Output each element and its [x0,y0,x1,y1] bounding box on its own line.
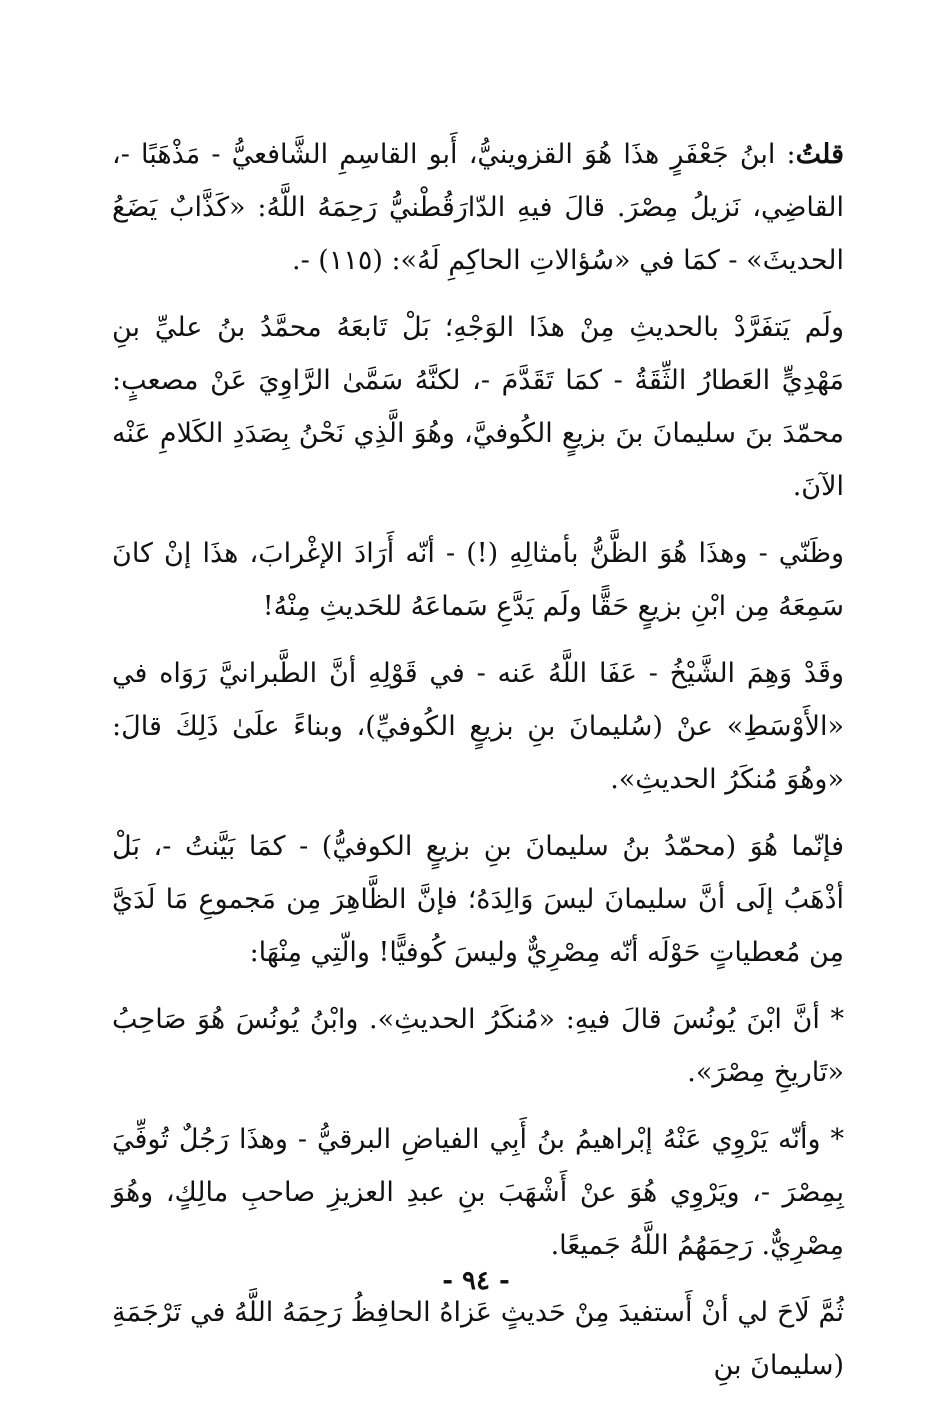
paragraph-1 [112,128,844,287]
paragraph-text: ولَم يَتفَرَّدْ بالحديثِ مِنْ هذَا الوَجْهِ؛ بَلْ تَابعَهُ محمَّدُ بنُ عليِّ بنِ مَهْدِيٍّ العَطارُ الثِّقَةُ - كمَا تَقَدَّمَ -، لكنَّهُ سَمَّىٰ الرَّاوِيَ عَنْ مصعبٍ: محمّدَ بنَ سليمانَ بنَ بزيعٍ الكُوفيَّ، وهُوَ الَّذِي نَحْنُ بِصَدَدِ الكَلامِ عَنْه الآنَ. [112,312,844,502]
body-text [112,128,844,1406]
paragraph-text: * وأنّه يَرْوِي عَنْهُ إبْراهيمُ بنُ أَبِي الفياضِ البرقيُّ - وهذَا رَجُلٌ تُوفِّيَ بِمِصْرَ -، ويَرْوِي هُوَ عنْ أَشْهَبَ بنِ عبدِ العزيزِ صاحبِ مالِكٍ، وهُوَ مِصْرِيٌّ. رَحِمَهُمُ اللَّهُ جَميعًا. [112,1124,844,1261]
paragraph-5 [112,820,844,979]
paragraph-text: فإنّما هُوَ (محمّدُ بنُ سليمانَ بنِ بزيعٍ الكوفيُّ) - كمَا بَيَّنتُ -، بَلْ أذْهَبُ إلَى أنَّ سليمانَ ليسَ وَالِدَهُ؛ فإنَّ الظَّاهِرَ مِن مَجموعِ مَا لَدَيَّ مِن مُعطياتٍ حَوْلَه أنّه مِصْرِيٌّ وليسَ كُوفيًّا! والّتِي مِنْهَا: [112,831,844,968]
paragraph-text: وظَنّي - وهذَا هُوَ الظَّنُّ بأمثالِهِ (!) - أنّه أَرَادَ الإغْرابَ، هذَا إنْ كانَ سَمِعَهُ مِن ابْنِ بزيعٍ حَقًّا ولَم يَدَّعِ سَماعَهُ للحَديثِ مِنْهُ! [112,538,844,622]
paragraph-text: وقَدْ وَهِمَ الشَّيْخُ - عَفَا اللَّهُ عَنه - في قَوْلِهِ أنَّ الطَّبرانيَّ رَوَاه في «الأَوْسَطِ» عنْ (سُليمانَ بنِ بزيعٍ الكُوفيِّ)، وبناءً علَىٰ ذَلِكَ قالَ: «وهُوَ مُنكَرُ الحديثِ». [112,658,844,795]
paragraph-text: : ابنُ جَعْفَرٍ هذَا هُوَ القزوينيُّ، أَبو القاسِمِ الشَّافعيُّ - مَذْهَبًا -، القاضِي، نَزيلُ مِصْرَ. قالَ فيهِ الدّارَقُطْنيُّ رَحِمَهُ اللَّهُ: «كَذَّابٌ يَضَعُ الحديثَ» - كمَا في «سُؤالاتِ الحاكِمِ لَهُ»: (١١٥) -. [112,139,844,276]
paragraph-2 [112,301,844,513]
paragraph-4 [112,647,844,806]
paragraph-lead: قلتُ [795,139,844,170]
paragraph-8 [112,1286,844,1392]
paragraph-text: ثُمَّ لَاحَ لي أنْ أَستفيدَ مِنْ حَديثٍ عَزاهُ الحافِظُ رَحِمَهُ اللَّهُ في تَرْجَمَةِ (سليمانَ بنِ [112,1297,844,1381]
paragraph-text: * أنَّ ابْنَ يُونُسَ قالَ فيهِ: «مُنكَرُ الحديثِ». وابْنُ يُونُسَ هُوَ صَاحِبُ «تَاريخِ مِصْرَ». [112,1004,844,1088]
paragraph-6 [112,993,844,1099]
paragraph-3 [112,527,844,633]
page-number: - ٩٤ - [442,1266,510,1296]
paragraph-7 [112,1113,844,1272]
